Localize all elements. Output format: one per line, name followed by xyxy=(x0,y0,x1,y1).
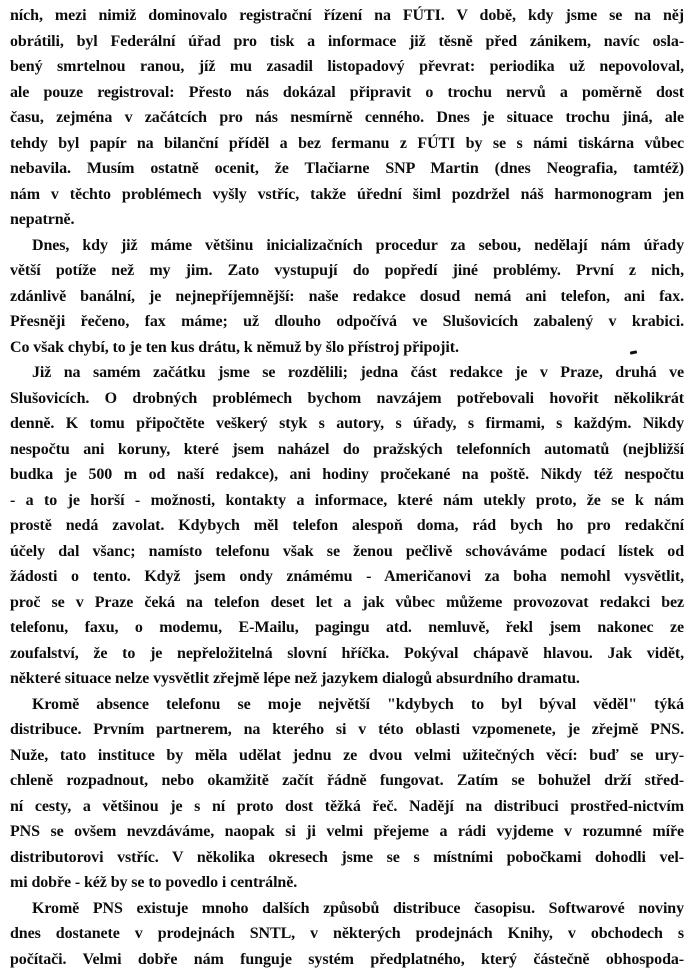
text-line: zoufalství, že to je nepřeložitelná slovní hříčka. Pokýval chápavě hlavou. Jak vidět, xyxy=(10,644,684,662)
text-line: denně. K tomu připočtěte veškerý styk s autory, s úřady, s firmami, s každým. Nikdy xyxy=(10,415,684,432)
text-line: nám v těchto problémech vyšly vstříc, takže úřední šiml pozdržel náš harmonogram jen xyxy=(10,185,684,203)
paragraph xyxy=(10,692,684,896)
text-line: obrátili, byl Federální úřad pro tisk a informace již těsně před zánikem, navíc osla- xyxy=(10,32,684,50)
text-line: ní cesty, a většinou je s ní proto dost těžká řeč. Nadějí na distribuci prostřed-nictvím xyxy=(10,797,684,815)
text-line: žádosti o tento. Když jsem ondy známému - Američanovi za boha nemohl vysvětlit, xyxy=(10,568,684,585)
paragraph xyxy=(10,896,684,973)
text-line: chleně rozpadnout, nebo okamžitě začít řádně fungovat. Zatím se bohužel drží střed- xyxy=(10,772,684,789)
text-line: telefonu, faxu, o modemu, E-Mailu, pagingu atd. nemluvě, řekl jsem nakonec ze xyxy=(10,619,684,636)
text-line: nepatrně. xyxy=(10,211,75,228)
paragraph xyxy=(10,233,684,361)
text-line: počítači. Velmi dobře nám funguje systém předplatného, který částečně obhospoda- xyxy=(10,950,684,968)
text-line: - a to je horší - možnosti, kontakty a informace, které nám utekly proto, že se k nám xyxy=(10,491,684,509)
text-line: některé situace nelze vysvětlit zřejmě lépe než jazykem dialogů absurdního dramatu. xyxy=(10,670,580,687)
document-text xyxy=(10,3,684,972)
text-line: času, zejména v začátcích pro nás nesmírně cenného. Dnes je situace trochu jiná, ale xyxy=(10,109,684,126)
paragraph xyxy=(10,360,684,692)
text-line: Kromě absence telefonu se moje největší "kdybych to byl býval věděl" týká xyxy=(32,695,684,713)
paragraph xyxy=(10,3,684,233)
text-line: Co však chybí, to je ten kus drátu, k němuž by šlo přístroj připojit. xyxy=(10,338,459,356)
text-line: prostě nedá zavolat. Kdybych měl telefon alespoň doma, rád bych ho pro redakční xyxy=(10,517,684,534)
text-line: bený smrtelnou ranou, jíž mu zasadil listopadový převrat: periodika už nepovoloval, xyxy=(10,58,684,75)
text-line: Kromě PNS existuje mnoho dalších způsobů distribuce časopisu. Softwarové noviny xyxy=(32,899,684,917)
text-line: Dnes, kdy již máme většinu inicializačních procedur za sebou, nedělají nám úřady xyxy=(32,236,684,254)
text-line: Přesněji řečeno, fax máme; už dlouho odpočívá ve Slušovicích zabalený v krabici. xyxy=(10,313,684,330)
text-line: Nuže, tato instituce by měla udělat jednu ze dvou velmi užitečných věcí: buď se ury- xyxy=(10,746,684,764)
text-line: PNS se ovšem nevzdáváme, naopak si ji velmi přejeme a rádi vyjdeme v rozumné míře xyxy=(10,823,684,840)
text-line: účely dal všanc; namísto telefonu však se ženou pečlivě schováváme podací lístek od xyxy=(10,542,684,560)
text-line: ale pouze registroval: Přesto nás dokázal připravit o trochu nervů a poměrně dost xyxy=(10,83,684,101)
text-line: Již na samém začátku jsme se rozdělili; jedna část redakce je v Praze, druhá ve xyxy=(32,364,684,381)
text-line: budka je 500 m od naší redakce), ani hodiny pročekané na poště. Nikdy též nespočtu xyxy=(10,466,684,483)
text-line: dnes dostanete v prodejnách SNTL, v některých prodejnách Knihy, v obchodech s xyxy=(10,925,684,942)
text-line: distribuce. Prvním partnerem, na kterého si v této oblasti vzpomenete, je zřejmě PNS. xyxy=(10,721,684,738)
text-line: proč se v Praze čeká na telefon deset let a jak vůbec můžeme provozovat redakci bez xyxy=(10,593,684,611)
text-line: mi dobře - kéž by se to povedlo i centrálně. xyxy=(10,874,298,891)
text-line: nespočtu ani koruny, které jsem naházel do pražských telefonních automatů (nejbližší xyxy=(10,440,684,458)
text-line: Slušovicích. O drobných problémech bychom navzájem potřebovali hovořit několikrát xyxy=(10,389,684,407)
text-line: zdánlivě banální, je nejnepříjemnější: naše redakce dosud nemá ani telefon, ani fax. xyxy=(10,287,684,305)
text-line: ních, mezi nimiž dominovalo registrační řízení na FÚTI. V době, kdy jsme se na něj xyxy=(10,7,684,24)
text-line: distributorovi vstříc. V několika okresech jsme se s místními pobočkami dohodli vel- xyxy=(10,848,684,866)
text-line: tehdy byl papír na bilanční příděl a bez fermanu z FÚTI by se s námi tiskárna vůbec xyxy=(10,134,684,152)
text-line: nebavila. Musím ostatně ocenit, že Tlačiarne SNP Martin (dnes Neografia, tamtéž) xyxy=(10,160,684,177)
text-line: větší potíže než my jim. Zato vystupují do popředí jiné problémy. První z nich, xyxy=(10,262,684,279)
